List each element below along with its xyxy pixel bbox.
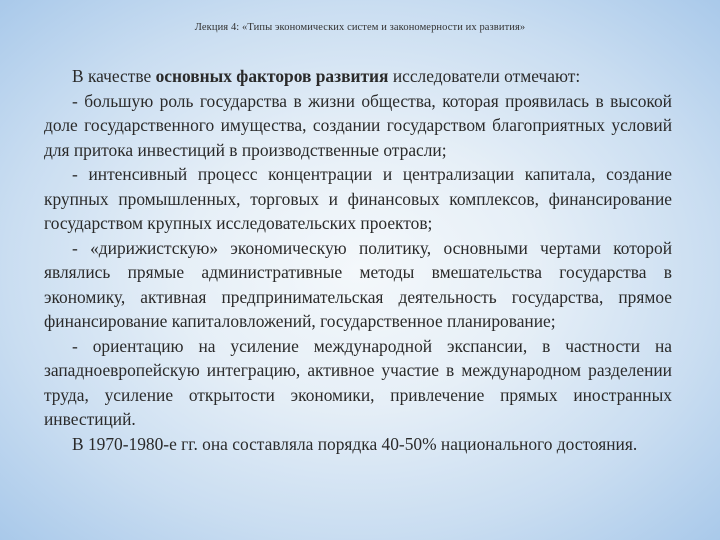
intro-bold-phrase: основных факторов развития: [155, 66, 389, 86]
list-item-international-expansion: - ориентацию на усиление международной экспансии, в частности на западноевропейскую интеграцию, активное участие в международном разделении труда, усиление открытости экономики, привлечение прямых иностранных инвестиций.: [44, 335, 672, 429]
list-item-dirigiste-policy: - «дирижистскую» экономическую политику, основными чертами которой являлись прямые административные методы вмешательства государства в экономику, активная предпринимательская деятельность государства, прямое финансирование капиталовложений, государственное планирование;: [44, 237, 672, 331]
list-item-state-role: - большую роль государства в жизни общества, которая проявилась в высокой доле государственного имущества, создании государством благоприятных условий для притока инвестиций в производственные отрасли;: [44, 90, 672, 160]
intro-paragraph: [44, 64, 672, 89]
conclusion-paragraph: В 1970-1980-е гг. она составляла порядка 40-50% национального достояния.: [72, 433, 638, 454]
lecture-title: Лекция 4: «Типы экономических систем и закономерности их развития»: [194, 22, 526, 33]
intro-text-end: исследователи отмечают:: [388, 66, 581, 86]
list-item-capital-concentration: - интенсивный процесс концентрации и централизации капитала, создание крупных промышленных, торговых и финансовых комплексов, финансирование государством крупных исследовательских проектов;: [44, 164, 672, 233]
slide-body: [44, 64, 672, 456]
intro-text-start: В качестве: [72, 66, 156, 86]
